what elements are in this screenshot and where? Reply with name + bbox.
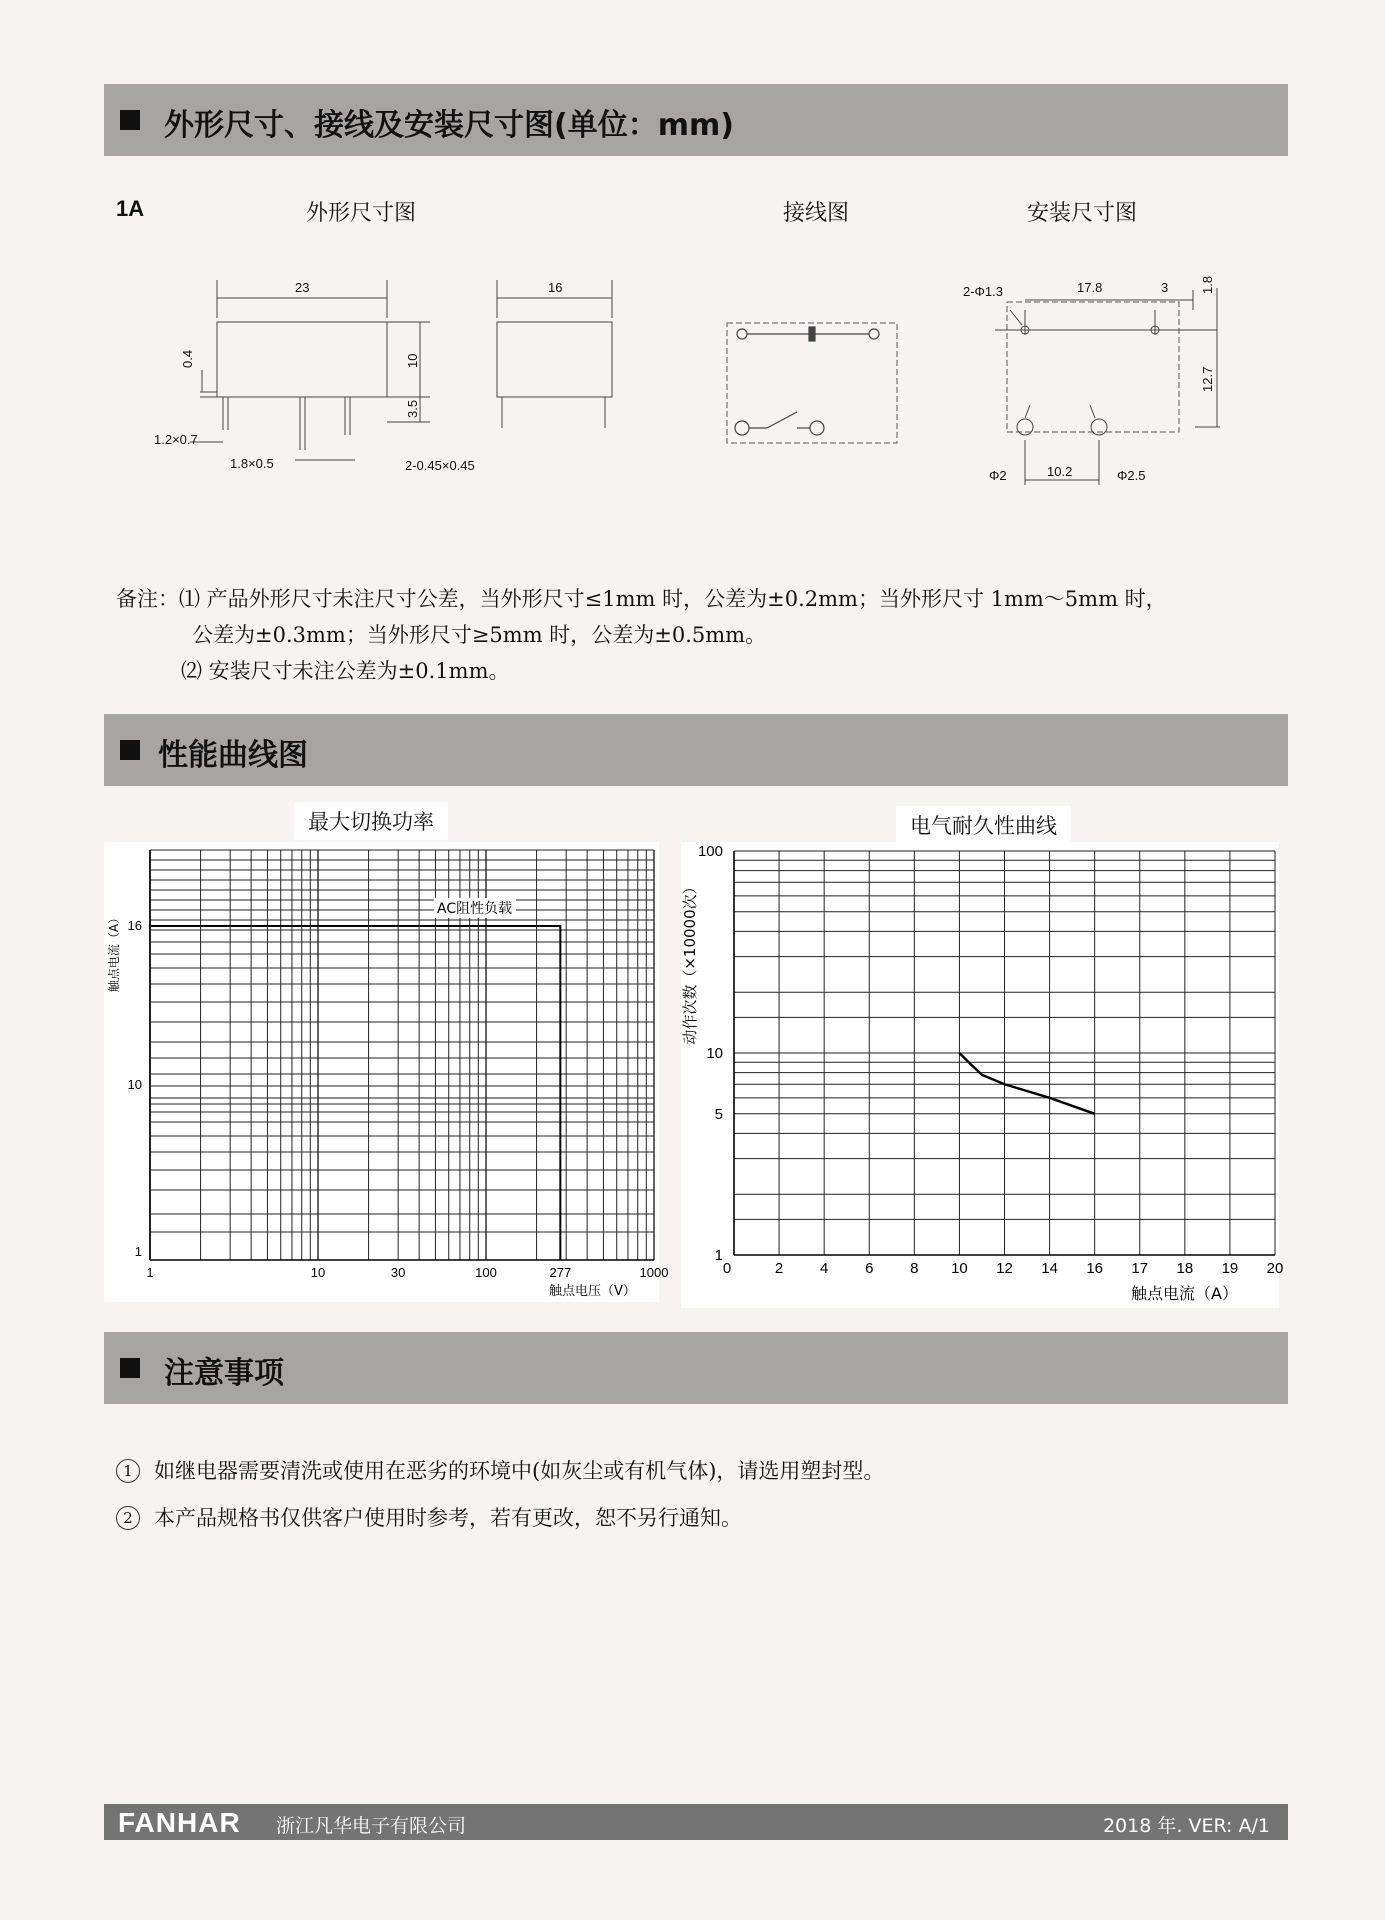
dim-23: 23 bbox=[295, 280, 310, 295]
y-tick-label: 10 bbox=[706, 1045, 723, 1062]
dim-phi2: Φ2 bbox=[989, 468, 1007, 483]
company-name: 浙江凡华电子有限公司 bbox=[276, 1815, 467, 1837]
x-tick-label: 16 bbox=[1086, 1260, 1104, 1277]
y-tick-label: 5 bbox=[714, 1105, 723, 1123]
dim-1-2x0-7: 1.2×0.7 bbox=[154, 432, 198, 447]
y-axis-label: 动作次数（×10000次） bbox=[681, 879, 699, 1045]
mounting-drawing bbox=[955, 270, 1245, 490]
x-tick-label: 12 bbox=[996, 1260, 1013, 1277]
x-tick-label: 6 bbox=[865, 1260, 874, 1277]
notice-text-2: 本产品规格书仅供客户使用时参考，若有更改，恕不另行通知。 bbox=[154, 1506, 742, 1530]
chart-electrical-endurance bbox=[681, 842, 1284, 1308]
wiring-drawing bbox=[722, 318, 902, 448]
remark-prefix: 备注： bbox=[116, 587, 179, 611]
dim-phi2-5: Φ2.5 bbox=[1117, 468, 1146, 483]
section-header-performance bbox=[104, 714, 1288, 786]
x-tick-label: 2 bbox=[774, 1260, 784, 1277]
dim-1-8: 1.8 bbox=[1200, 275, 1215, 294]
x-axis-label: 触点电压（V） bbox=[549, 1284, 636, 1299]
bullet-square-icon bbox=[120, 1358, 140, 1378]
notice-text-1: 如继电器需要清洗或使用在恶劣的环境中(如灰尘或有机气体)，请选用塑封型。 bbox=[154, 1459, 885, 1483]
dim-3: 3 bbox=[1161, 280, 1169, 295]
remark-line-2: 公差为±0.3mm；当外形尺寸≥5mm 时，公差为±0.5mm。 bbox=[192, 623, 767, 647]
section-title: 注意事项 bbox=[164, 1356, 284, 1391]
dim-1-8x0-5: 1.8×0.5 bbox=[230, 456, 274, 471]
remark-line-3: ⑵ 安装尺寸未注公差为±0.1mm。 bbox=[181, 659, 510, 683]
wiring-title: 接线图 bbox=[783, 201, 850, 226]
chart2-title: 电气耐久性曲线 bbox=[896, 806, 1071, 844]
x-tick-label: 17 bbox=[1131, 1260, 1149, 1277]
y-tick-label: 100 bbox=[697, 843, 723, 860]
bullet-square-icon bbox=[120, 110, 140, 130]
x-tick-label: 8 bbox=[910, 1260, 919, 1277]
x-tick-label: 4 bbox=[819, 1260, 829, 1277]
x-tick-label: 10 bbox=[310, 1265, 326, 1280]
dim-17-8: 17.8 bbox=[1077, 280, 1103, 295]
footer-bar bbox=[104, 1804, 1288, 1840]
number-1-icon: 1 bbox=[116, 1459, 140, 1483]
section-title: 外形尺寸、接线及安装尺寸图(单位：mm) bbox=[164, 108, 734, 143]
x-axis-label: 触点电流（A） bbox=[1131, 1284, 1238, 1303]
dim-16: 16 bbox=[548, 280, 563, 295]
remark-line-1 bbox=[116, 583, 1167, 613]
outline-title: 外形尺寸图 bbox=[306, 201, 417, 226]
x-tick-label: 100 bbox=[475, 1265, 497, 1280]
chart-max-switching-power bbox=[104, 842, 669, 1302]
x-tick-label: 1000 bbox=[639, 1265, 669, 1280]
section-header-dimensions bbox=[104, 84, 1288, 156]
number-2-icon: 2 bbox=[116, 1506, 140, 1530]
y-axis-label: 触点电流（A） bbox=[107, 911, 121, 993]
y-tick-label: 1 bbox=[134, 1244, 142, 1259]
dim-12-7: 12.7 bbox=[1200, 366, 1215, 392]
section-header-notices bbox=[104, 1332, 1288, 1404]
chart1-title: 最大切换功率 bbox=[294, 802, 448, 840]
x-tick-label: 19 bbox=[1221, 1260, 1239, 1277]
notice-item-1 bbox=[116, 1455, 884, 1485]
version-label: 2018 年. VER: A/1 bbox=[1102, 1815, 1270, 1837]
x-tick-label: 14 bbox=[1041, 1260, 1058, 1277]
bullet-square-icon bbox=[120, 740, 140, 760]
model-label: 1A bbox=[116, 196, 145, 221]
dim-3-5: 3.5 bbox=[405, 399, 420, 418]
series-label: AC阻性负载 bbox=[437, 901, 513, 917]
x-tick-label: 0 bbox=[722, 1260, 732, 1277]
x-tick-label: 18 bbox=[1176, 1260, 1194, 1277]
dim-0-4: 0.4 bbox=[180, 349, 195, 368]
series-line-ac-resistive bbox=[150, 926, 560, 1260]
dim-2-phi1-3: 2-Φ1.3 bbox=[963, 284, 1004, 299]
dim-10-2: 10.2 bbox=[1047, 464, 1073, 479]
outline-drawing bbox=[140, 270, 640, 480]
y-tick-label: 10 bbox=[127, 1077, 142, 1092]
y-tick-label: 1 bbox=[714, 1247, 723, 1264]
y-tick-label: 16 bbox=[127, 918, 142, 933]
dim-2-0-45x0-45: 2-0.45×0.45 bbox=[405, 458, 475, 473]
x-tick-label: 277 bbox=[549, 1265, 572, 1280]
notice-item-2 bbox=[116, 1502, 742, 1532]
x-tick-label: 10 bbox=[951, 1260, 968, 1277]
section-title: 性能曲线图 bbox=[158, 738, 308, 773]
company-logo: FANHAR bbox=[118, 1807, 241, 1838]
mounting-title: 安装尺寸图 bbox=[1027, 201, 1138, 226]
x-tick-label: 1 bbox=[146, 1265, 154, 1280]
x-tick-label: 30 bbox=[390, 1265, 406, 1280]
dim-10: 10 bbox=[405, 353, 420, 368]
x-tick-label: 20 bbox=[1266, 1260, 1284, 1277]
remark-text-1: ⑴ 产品外形尺寸未注尺寸公差，当外形尺寸≤1mm 时，公差为±0.2mm；当外形尺寸 1mm～5mm 时， bbox=[179, 587, 1167, 611]
